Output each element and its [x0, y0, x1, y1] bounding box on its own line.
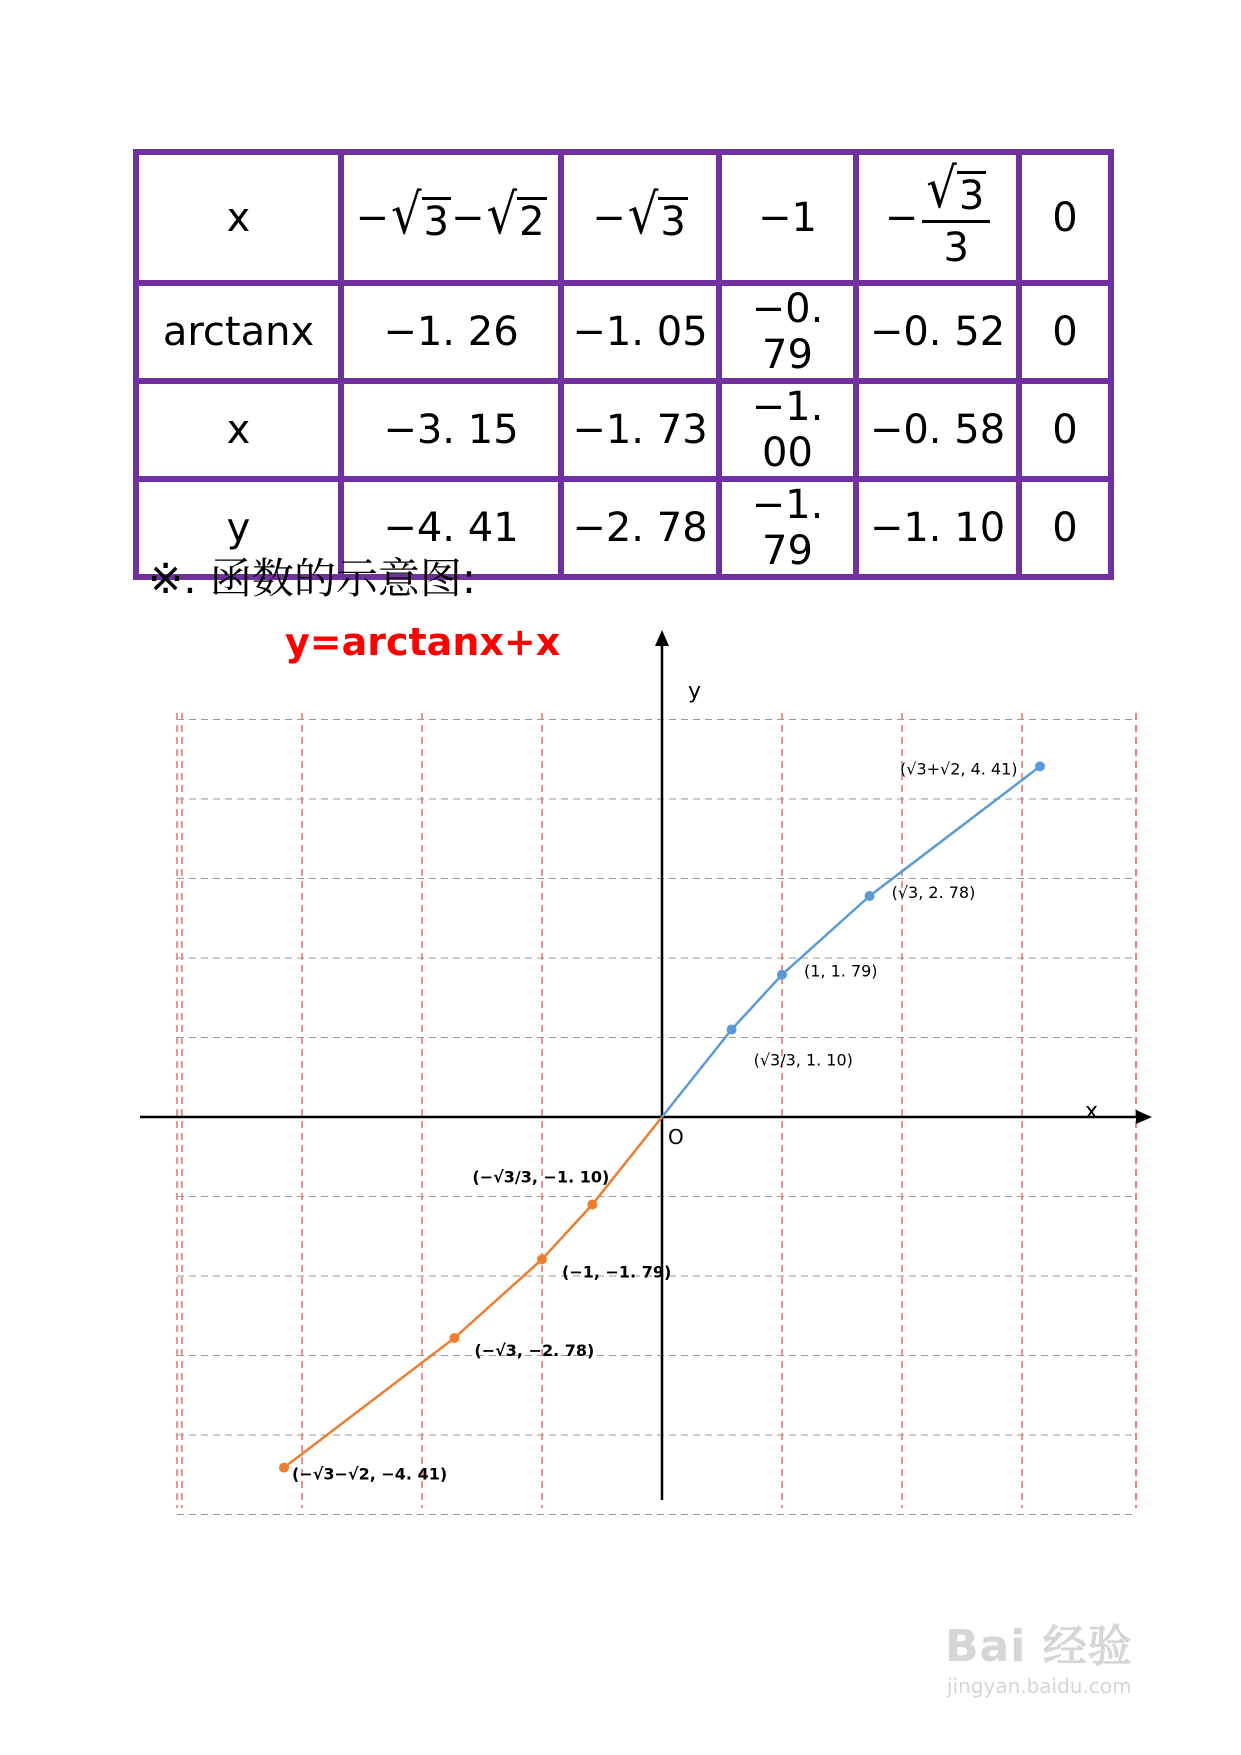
- table-cell: 0: [1019, 479, 1111, 577]
- section-heading: ※. 函数的示意图:: [148, 554, 477, 603]
- data-point-label: (√3, 2. 78): [891, 882, 976, 902]
- data-point: [279, 1463, 289, 1473]
- data-point-label: (√3+√2, 4. 41): [900, 759, 1018, 779]
- table-header-cell-2: −1: [719, 152, 856, 283]
- data-point: [777, 970, 787, 980]
- table-cell: −0. 52: [856, 283, 1019, 381]
- origin-label: O: [668, 1125, 684, 1149]
- table-header-label: x: [136, 152, 341, 283]
- table-cell: −3. 15: [341, 381, 561, 479]
- x-axis-arrow-icon: [1136, 1110, 1152, 1124]
- table-cell: −2. 78: [561, 479, 719, 577]
- y-axis-label: y: [688, 679, 702, 704]
- table-cell: −1. 10: [856, 479, 1019, 577]
- table-cell: −1. 05: [561, 283, 719, 381]
- watermark: [945, 1610, 1133, 1698]
- data-point-label: (−√3−√2, −4. 41): [292, 1464, 448, 1484]
- table-cell: −0. 58: [856, 381, 1019, 479]
- data-point-label: (√3/3, 1. 10): [753, 1050, 853, 1070]
- y-axis-arrow-icon: [655, 630, 669, 646]
- table-cell: −1. 26: [341, 283, 561, 381]
- table-cell: 0: [1019, 283, 1111, 381]
- math-expression: − √ 3 3: [885, 165, 991, 271]
- chart-point-labels: [292, 759, 1018, 1483]
- math-expression: − √ 3: [592, 182, 686, 247]
- watermark-logo: Bai 经验: [945, 1621, 1133, 1672]
- table-cell: −1. 00: [719, 381, 856, 479]
- data-point-label: (−1, −1. 79): [562, 1262, 672, 1282]
- data-point: [537, 1254, 547, 1264]
- watermark-url: jingyan.baidu.com: [947, 1674, 1132, 1698]
- table-header-cell-4: 0: [1019, 152, 1111, 283]
- data-point-label: (1, 1. 79): [804, 961, 878, 981]
- data-point-label: (−√3, −2. 78): [474, 1341, 595, 1361]
- data-point-label: (−√3/3, −1. 10): [472, 1167, 610, 1187]
- data-point: [449, 1333, 459, 1343]
- table-row-label: x: [136, 381, 341, 479]
- data-point: [865, 891, 875, 901]
- table-row-label: arctanx: [136, 283, 341, 381]
- chart-title: y=arctanx+x: [285, 620, 561, 664]
- table-cell: −1. 79: [719, 479, 856, 577]
- table-row-label: y: [136, 479, 341, 577]
- table-cell: −4. 41: [341, 479, 561, 577]
- table-cell: −0. 79: [719, 283, 856, 381]
- table-cell: 0: [1019, 381, 1111, 479]
- x-axis-label: x: [1085, 1099, 1099, 1124]
- data-point: [727, 1025, 737, 1035]
- data-point: [587, 1199, 597, 1209]
- table-cell: −1. 73: [561, 381, 719, 479]
- math-expression: − √ 3 − √ 2: [355, 182, 545, 247]
- data-point: [1035, 761, 1045, 771]
- chart-grid: [177, 713, 1136, 1515]
